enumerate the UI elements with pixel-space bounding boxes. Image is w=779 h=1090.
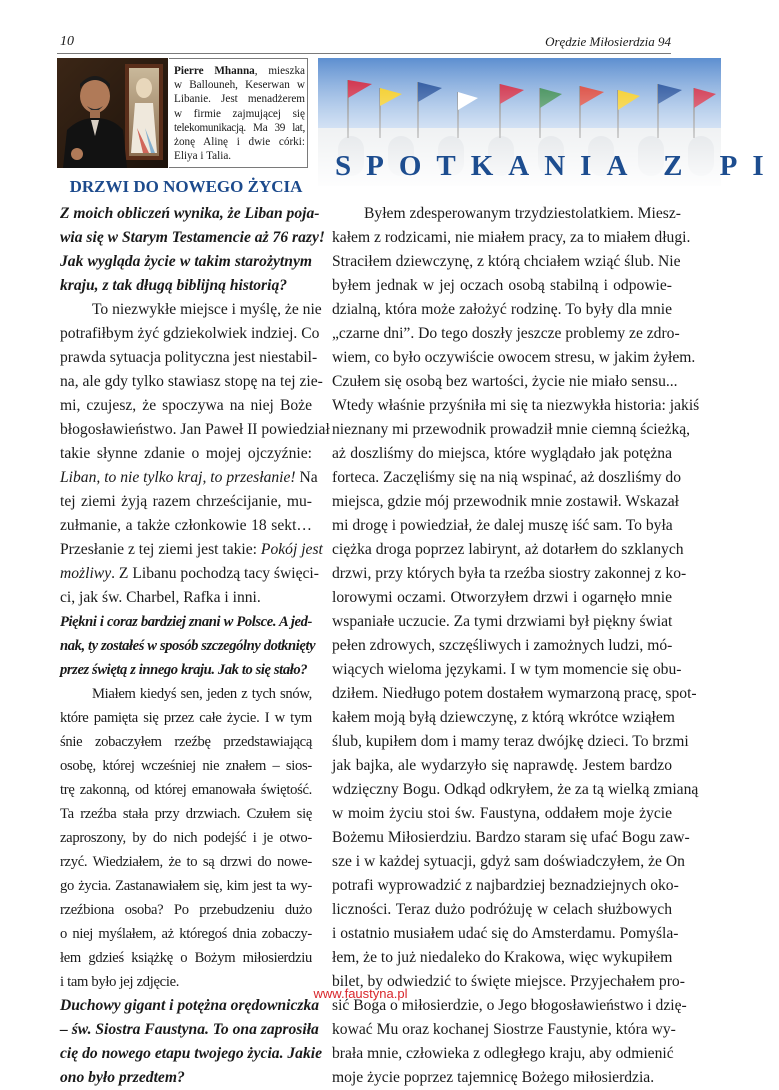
header-divider <box>57 53 671 54</box>
footer-url: www.faustyna.pl <box>313 986 408 1001</box>
profile-photo <box>57 58 168 168</box>
left-column-line: To niezwykłe miejsce i myślę, że nie <box>92 301 322 318</box>
right-column-line: aż doszliśmy do miejsca, które wyglądało jak potężna <box>332 445 672 462</box>
right-column-line: bilet, by odwiedzić to święte miejsce. Przyjechałem pro- <box>332 973 685 990</box>
article-left-column <box>60 202 330 1090</box>
left-column-line: mi, czujesz, że spoczywa na niej Boże <box>60 397 312 414</box>
right-column-line: Bożemu Miłosierdziu. Bardzo staram się ufać Bogu zaw- <box>332 829 690 846</box>
page-number: 10 <box>60 34 74 49</box>
left-column-line: Z moich obliczeń wynika, że Liban poja- <box>60 205 320 222</box>
left-column-line: zułmanie, a także członkowie 18 sekt… <box>60 517 312 534</box>
left-column-line: prawda sytuacja polityczna jest niestabil- <box>60 349 318 366</box>
right-column-line: mi drogę i powiedział, że dalej muszę iść sam. To była <box>332 517 673 534</box>
right-column-line: jak bajka, ale wydarzyło się naprawdę. Jestem bardzo <box>332 757 672 774</box>
article-right-column <box>332 202 700 1090</box>
left-column-line: osobę, której wcześniej nie znałem – sios- <box>60 758 312 774</box>
left-column-line: rzeźbiona osoba? Po przebudzeniu dużo <box>60 902 312 918</box>
left-column-line: śnie zobaczyłem rzeźbę przedstawiającą <box>60 734 312 750</box>
right-column-line: i ostatnio musiałem udać się do Amsterdamu. Pomyśla- <box>332 925 679 942</box>
right-column-line: potrafi wyprowadzić z najbardziej beznadziejnych oko- <box>332 877 679 894</box>
right-column-line: forteca. Zaczęliśmy się na nią wspinać, aż doszliśmy do <box>332 469 682 486</box>
right-column-line: moje życie poprzez tajemnicę Bożego miłosierdzia. <box>332 1069 655 1086</box>
left-column-line: wia się w Starym Testamencie aż 76 razy! <box>60 229 325 246</box>
article-heading: DRZWI DO NOWEGO ŻYCIA <box>69 177 303 196</box>
right-column-line: brała mnie, człowieka z odległego kraju, aby odmienić <box>332 1045 674 1062</box>
right-column-line: drzwi, przy których była ta rzeźba siostry zakonnej z ko- <box>332 565 687 582</box>
left-column-line: rzyć. Wiedziałem, że to są drzwi do nowe- <box>60 854 312 870</box>
right-column-line: łem, że to już niedaleko do Krakowa, więc wykupiłem <box>332 949 673 966</box>
left-column-line: Miałem kiedyś sen, jeden z tych snów, <box>92 686 312 702</box>
right-column-line: dzialną, która może założyć rodzinę. To były dla mnie <box>332 301 672 318</box>
right-column-line: sze i w każdej sytuacji, gdyż sam doświadczyłem, że On <box>332 853 685 870</box>
left-column-line: kraju, z tak długą biblijną historią? <box>60 277 288 294</box>
left-column-line: ci, jak św. Charbel, Rafka i inni. <box>60 589 261 606</box>
profile-bio: Pierre Mhanna, mieszka w Ballouneh, Keserwan w Libanie. Jest menadżerem w firmie zajmującej się telekomunikacją. Ma 39 lat, żonę Alinę i dwie córki: Eliya i Talia. <box>174 65 305 163</box>
left-column-line: tej ziemi żyją razem chrześcijanie, mu- <box>60 493 312 510</box>
left-column-line: łem gdzieś książkę o Bożym miłosierdziu <box>60 950 312 966</box>
right-column-line: nieznany mi przewodnik prowadził mnie ciemną ścieżką, <box>332 421 691 438</box>
left-column-line: na, ale gdy tylko stawiasz stopę na tej zie- <box>60 373 323 390</box>
left-column-line: zaproszony, by do nich podejść i je otwo- <box>60 830 312 846</box>
left-column-line: – św. Siostra Faustyna. To ona zaprosiła <box>60 1021 319 1038</box>
left-column-line: Jak wygląda życie w takim starożytnym <box>60 253 312 270</box>
right-column-line: miejsca, gdzie mój przewodnik mnie zostawił. Wskazał <box>332 493 679 510</box>
left-column-line: ono było przedtem? <box>60 1069 185 1086</box>
right-column-line: Byłem zdesperowanym trzydziestolatkiem. Miesz- <box>364 205 681 222</box>
left-column-line: przez świętą z innego kraju. Jak to się stało? <box>60 662 308 678</box>
right-column-line: sić Boga o miłosierdzie, o Jego błogosławieństwo i dzię- <box>332 997 687 1014</box>
left-column-line: cię do nowego etapu twojego życia. Jakie <box>60 1045 323 1062</box>
left-column-line: Przesłanie z tej ziemi jest takie: Pokój jest <box>60 541 323 558</box>
left-column-line: Liban, to nie tylko kraj, to przesłanie! Na <box>60 469 318 486</box>
right-column-line: Czułem się osobą bez wartości, życie nie miało sensu... <box>332 373 678 390</box>
right-column-line: ciężka droga poprzez labirynt, aż dotarłem do szklanych <box>332 541 684 558</box>
right-column-line: „czarne dni”. Do tego doszły jeszcze problemy ze zdro- <box>332 325 680 342</box>
right-column-line: kałem z rodzicami, nie miałem pracy, za to miałem długi. <box>332 229 691 246</box>
left-column-line: potrafiłbym żyć gdziekolwiek indziej. Co <box>60 325 320 342</box>
right-column-line: liczności. Teraz dużo podróżuję w celach służbowych <box>332 901 672 918</box>
left-column-line: Duchowy gigant i potężna orędowniczka <box>60 997 320 1014</box>
right-column-line: lorowymi oczami. Otworzyłem drzwi i ogarnęło mnie <box>332 589 672 606</box>
left-column-line: błogosławieństwo. Jan Paweł II powiedział <box>60 421 330 438</box>
left-column-line: które pamięta się przez całe życie. I w tym <box>60 710 312 726</box>
left-column-line: trę zakonną, od której emanowała świętość. <box>60 782 312 798</box>
right-column-line: Wtedy właśnie przyśniła mi się ta niezwykła historia: jakiś <box>332 397 700 414</box>
running-title: Orędzie Miłosierdzia 94 <box>545 34 671 49</box>
left-column-line: możliwy. Z Libanu pochodzą tacy święci- <box>60 565 319 582</box>
left-column-line: takie słynne zdanie o mojej ojczyźnie: <box>60 445 312 462</box>
left-column-line: nak, ty zostałeś w sposób szczególny dotknięty <box>60 638 316 654</box>
left-column-line: o niej myślałem, aż któregoś dnia zobaczy- <box>60 926 312 942</box>
right-column-line: wdzięczny Bogu. Odkąd odkryłem, że za tą wielką zmianą <box>332 781 699 798</box>
left-column-line: Ta rzeźba stała przy drzwiach. Czułem się <box>60 806 312 822</box>
profile-name: Pierre Mhanna <box>174 65 255 77</box>
left-column-line: go życia. Zastanawiałem się, kim jest ta wy- <box>60 878 312 894</box>
right-column-line: pełen zdrowych, szczęśliwych i zamożnych ludzi, mó- <box>332 637 673 654</box>
right-column-line: ślub, kupiłem dom i mamy teraz dwójkę dzieci. To brzmi <box>332 733 689 750</box>
right-column-line: kować Mu oraz kochanej Siostrze Faustynie, która wy- <box>332 1021 676 1038</box>
right-column-line: wiem, co było oczywiście owocem stresu, w jakim żyłem. <box>332 349 696 366</box>
right-column-line: wspaniałe uczucie. Za tymi drzwiami był piękny świat <box>332 613 673 630</box>
right-column-line: kałem moją byłą dziewczynę, z którą wkrótce wziąłem <box>332 709 675 726</box>
right-column-line: dziłem. Niedługo potem dostałem wymarzoną pracę, spot- <box>332 685 697 702</box>
right-column-line: byłem jednak w jej oczach osobą stabilną i odpowie- <box>332 277 672 294</box>
banner-title: SPOTKANIA Z PI <box>335 150 779 182</box>
left-column-line: Piękni i coraz bardziej znani w Polsce. A jed- <box>60 614 312 630</box>
right-column-line: wiących wieloma językami. I w tym momencie się obu- <box>332 661 682 678</box>
left-column-line: i tam było jej zdjęcie. <box>60 974 180 990</box>
right-column-line: Straciłem dziewczynę, z którą chciałem wziąć ślub. Nie <box>332 253 681 270</box>
right-column-line: w moim życiu stoi św. Faustyna, oddałem moje życie <box>332 805 672 822</box>
